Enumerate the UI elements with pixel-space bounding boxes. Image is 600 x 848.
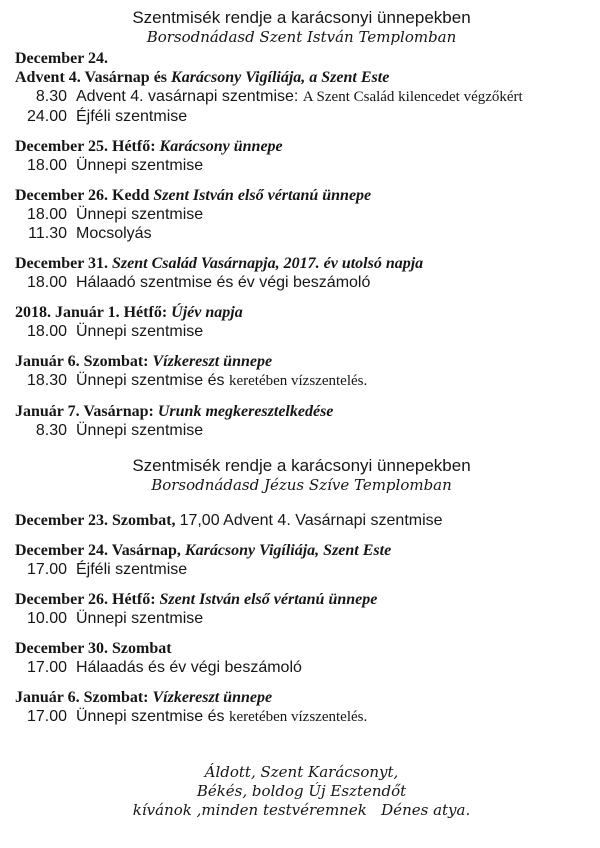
mass-time-line xyxy=(15,707,588,727)
mass-time-line xyxy=(15,421,588,440)
mass-time-line xyxy=(15,560,588,579)
footer-line: Békés, boldog Új Esztendőt xyxy=(196,782,407,800)
mass-time: 18.00 xyxy=(26,323,67,340)
section-title: Szentmisék rendje a karácsonyi ünnepekben xyxy=(132,456,471,475)
text-part: Urunk megkeresztelkedése xyxy=(157,403,334,420)
schedule-entry xyxy=(15,541,588,579)
text-part: December 31. xyxy=(15,255,112,272)
schedule-entry xyxy=(15,402,588,440)
schedule-entry xyxy=(15,49,588,126)
mass-time-line xyxy=(15,107,588,126)
text-part: December 24. xyxy=(15,50,108,67)
mass-time: 18.30 xyxy=(26,372,67,389)
text-part: Újév napja xyxy=(171,304,243,321)
footer-line: kívánok ,minden testvéremnek Dénes atya. xyxy=(132,801,471,819)
schedule-section-jezus-szive xyxy=(15,456,588,727)
text-part: Január 6. Szombat: xyxy=(15,353,153,370)
entry-date-heading xyxy=(15,186,588,205)
mass-time-line xyxy=(15,322,588,341)
text-part: Karácsony Vigíliája, a Szent Este xyxy=(171,69,390,86)
mass-time: 10.00 xyxy=(26,610,67,627)
mass-time: 17.00 xyxy=(26,659,67,676)
mass-time-line xyxy=(15,371,588,391)
text-part: December 30. Szombat xyxy=(15,640,172,657)
mass-time: 17.00 xyxy=(26,708,67,725)
mass-time: 18.00 xyxy=(26,157,67,174)
footer-line: Áldott, Szent Karácsonyt, xyxy=(204,763,399,781)
entry-date-heading xyxy=(15,639,588,658)
text-part: Ünnepi szentmise xyxy=(76,206,204,223)
entry-date-heading xyxy=(15,541,588,560)
text-part: keretében vízszentelés. xyxy=(228,709,368,725)
schedule-entry xyxy=(15,137,588,175)
mass-time: 18.00 xyxy=(26,274,67,291)
text-part: 2018. Január 1. Hétfő: xyxy=(15,304,172,321)
mass-description xyxy=(76,88,523,105)
text-part: Vízkereszt ünnepe xyxy=(152,353,273,370)
text-part: Vízkereszt ünnepe xyxy=(152,689,273,706)
mass-description xyxy=(76,274,370,291)
schedule-section-szent-istvan xyxy=(15,8,588,440)
mass-time-line xyxy=(15,658,588,677)
text-part: Január 7. Vasárnap: xyxy=(15,403,158,420)
mass-description xyxy=(76,708,367,725)
schedule-entry xyxy=(15,254,588,292)
footer-blessing xyxy=(15,763,588,820)
mass-time-line xyxy=(15,205,588,224)
text-part: December 24. Vasárnap, xyxy=(15,542,185,559)
text-part: Ünnepi szentmise és xyxy=(76,372,229,389)
text-part: Ünnepi szentmise xyxy=(76,422,204,439)
text-part: Éjféli szentmise xyxy=(76,108,188,125)
text-part: Szent Család Vasárnapja, 2017. év utolsó napja xyxy=(112,255,424,272)
schedule-entries xyxy=(15,49,588,440)
entry-date-heading xyxy=(15,590,588,609)
text-part: Ünnepi szentmise és xyxy=(76,708,229,725)
text-part: Szent István első vértanú ünnepe xyxy=(159,591,378,608)
mass-description xyxy=(76,225,152,242)
mass-time: 18.00 xyxy=(26,206,67,223)
section-subtitle-church-name: Borsodnádasd Jézus Szíve Templomban xyxy=(151,476,452,494)
mass-time: 8.30 xyxy=(35,88,67,105)
entry-date-heading xyxy=(15,511,588,530)
schedule-entries xyxy=(15,494,588,727)
schedule-entry xyxy=(15,639,588,677)
text-part: Karácsony Vigíliája, Szent Este xyxy=(184,542,392,559)
mass-time-line xyxy=(15,273,588,292)
text-part: Éjféli szentmise xyxy=(76,561,188,578)
text-part: Szent István első vértanú ünnepe xyxy=(153,187,372,204)
mass-description xyxy=(76,108,187,125)
entry-date-heading xyxy=(15,49,588,68)
schedule-entry xyxy=(15,511,588,530)
text-part: A Szent Család kilencedet végzőkért xyxy=(302,89,523,105)
mass-description xyxy=(76,561,187,578)
entry-date-heading xyxy=(15,402,588,421)
mass-time: 17.00 xyxy=(26,561,67,578)
text-part: Ünnepi szentmise xyxy=(76,157,204,174)
mass-description xyxy=(76,372,367,389)
text-part: 17,00 Advent 4. Vasárnapi szentmise xyxy=(179,512,443,529)
entry-date-heading xyxy=(15,254,588,273)
text-part: keretében vízszentelés. xyxy=(228,373,368,389)
mass-time-line xyxy=(15,87,588,107)
schedule-entry xyxy=(15,688,588,727)
mass-time: 11.30 xyxy=(28,225,67,242)
entry-date-heading xyxy=(15,303,588,322)
section-subtitle-church-name: Borsodnádasd Szent István Templomban xyxy=(146,28,457,46)
text-part: December 26. Kedd xyxy=(15,187,154,204)
text-part: December 23. Szombat, xyxy=(15,512,180,529)
mass-time: 24.00 xyxy=(26,108,67,125)
text-part: Advent 4. Vasárnap és xyxy=(15,69,172,86)
text-part: Mocsolyás xyxy=(76,225,152,242)
mass-time: 8.30 xyxy=(35,422,67,439)
text-part: December 26. Hétfő: xyxy=(15,591,160,608)
entry-date-heading xyxy=(15,68,588,87)
entry-date-heading xyxy=(15,137,588,156)
mass-description xyxy=(76,157,203,174)
text-part: Hálaadó szentmise és év végi beszámoló xyxy=(76,274,371,291)
mass-description xyxy=(76,422,203,439)
section-title: Szentmisék rendje a karácsonyi ünnepekben xyxy=(132,8,471,27)
mass-description xyxy=(76,206,203,223)
schedule-entry xyxy=(15,352,588,391)
mass-time-line xyxy=(15,156,588,175)
mass-time-line xyxy=(15,609,588,628)
schedule-entry xyxy=(15,590,588,628)
schedule-entry xyxy=(15,303,588,341)
text-part: Karácsony ünnepe xyxy=(159,138,283,155)
mass-description xyxy=(76,659,302,676)
text-part: Advent 4. vasárnapi szentmise: xyxy=(76,88,303,105)
text-part: Január 6. Szombat: xyxy=(15,689,153,706)
text-part: Ünnepi szentmise xyxy=(76,323,204,340)
entry-date-heading xyxy=(15,352,588,371)
text-part: Hálaadás és év végi beszámoló xyxy=(76,659,302,676)
mass-time-line xyxy=(15,224,588,243)
mass-description xyxy=(76,323,203,340)
entry-date-heading xyxy=(15,688,588,707)
schedule-entry xyxy=(15,186,588,243)
text-part: December 25. Hétfő: xyxy=(15,138,160,155)
mass-description xyxy=(76,610,203,627)
text-part: Ünnepi szentmise xyxy=(76,610,204,627)
